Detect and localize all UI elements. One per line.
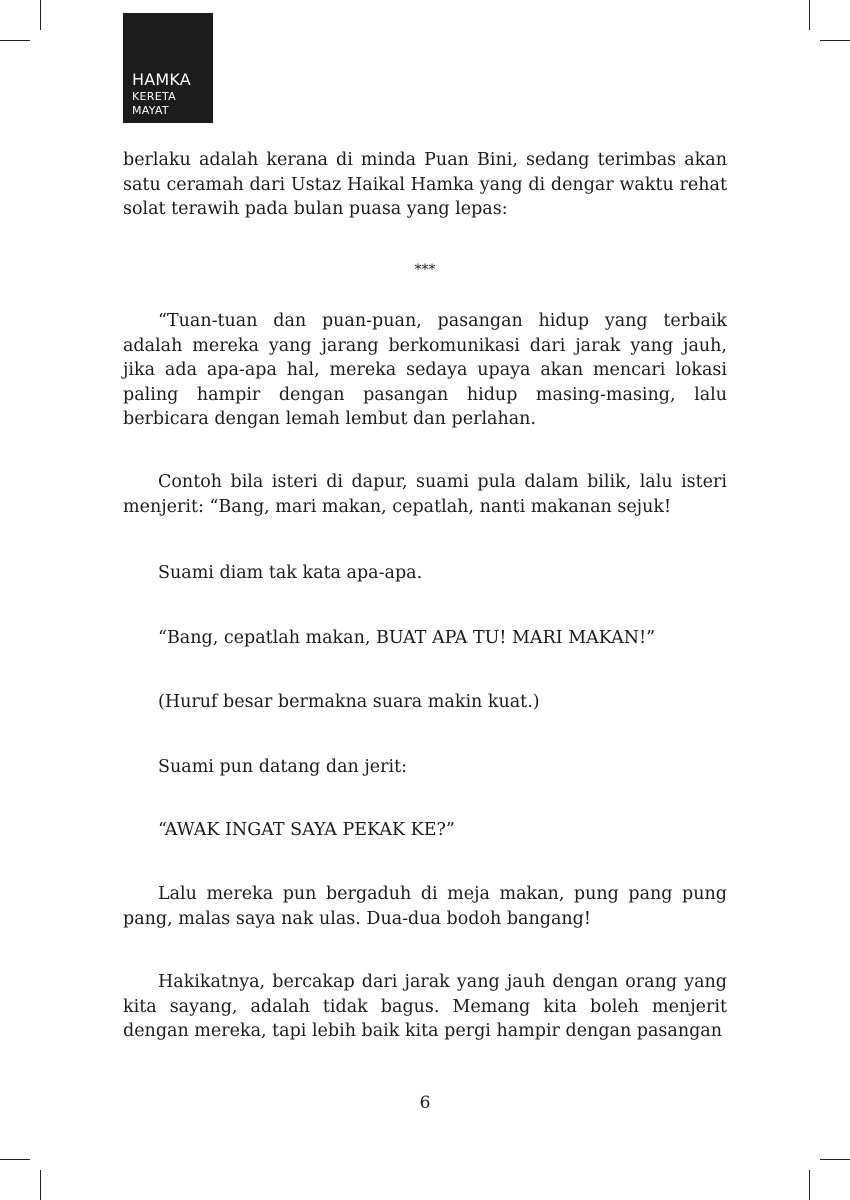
paragraph-7: Suami pun datang dan jerit:: [158, 757, 408, 777]
crop-mark-top-left-vertical: [40, 0, 41, 30]
crop-mark-bottom-right-horizontal: [820, 1159, 850, 1160]
paragraph-8: “AWAK INGAT SAYA PEKAK KE?”: [158, 820, 455, 840]
paragraph-4: Suami diam tak kata apa-apa.: [158, 563, 423, 583]
header-title-line1: KERETA: [132, 90, 176, 103]
section-separator: ***: [414, 262, 436, 278]
crop-mark-top-right-vertical: [809, 0, 810, 30]
paragraph-10: Hakikatnya, bercakap dari jarak yang jauh dengan orang yang kita sayang, adalah tidak bagus. Memang kita boleh menjerit dengan mereka, tapi lebih baik kita pergi hampir dengan pasangan: [123, 972, 727, 1041]
crop-mark-top-right-horizontal: [820, 40, 850, 41]
header-author: HAMKA: [132, 70, 191, 89]
crop-mark-top-left-horizontal: [0, 40, 30, 41]
paragraph-2: “Tuan-tuan dan puan-puan, pasangan hidup yang terbaik adalah mereka yang jarang berkomunikasi dari jarak yang jauh, jika ada apa-apa hal, mereka sedaya upaya akan mencari lokasi paling hampir dengan pasangan hidup masing-masing, lalu berbicara dengan lemah lembut dan perlahan.: [123, 311, 727, 429]
page-number: 6: [419, 1093, 431, 1113]
header-title-line2: MAYAT: [132, 104, 169, 117]
crop-mark-bottom-left-vertical: [40, 1170, 41, 1200]
crop-mark-bottom-right-vertical: [809, 1170, 810, 1200]
running-header-box: [123, 13, 213, 123]
paragraph-6: (Huruf besar bermakna suara makin kuat.): [158, 692, 540, 712]
paragraph-9: Lalu mereka pun bergaduh di meja makan, pung pang pung pang, malas saya nak ulas. Dua-dua bodoh bangang!: [123, 884, 727, 929]
paragraph-5: “Bang, cepatlah makan, BUAT APA TU! MARI MAKAN!”: [158, 628, 656, 648]
paragraph-3: Contoh bila isteri di dapur, suami pula dalam bilik, lalu isteri menjerit: “Bang, mari makan, cepatlah, nanti makanan sejuk!: [123, 472, 727, 517]
paragraph-1: berlaku adalah kerana di minda Puan Bini, sedang terimbas akan satu ceramah dari Ustaz Haikal Hamka yang di dengar waktu rehat solat terawih pada bulan puasa yang lepas:: [123, 150, 727, 219]
crop-mark-bottom-left-horizontal: [0, 1159, 30, 1160]
